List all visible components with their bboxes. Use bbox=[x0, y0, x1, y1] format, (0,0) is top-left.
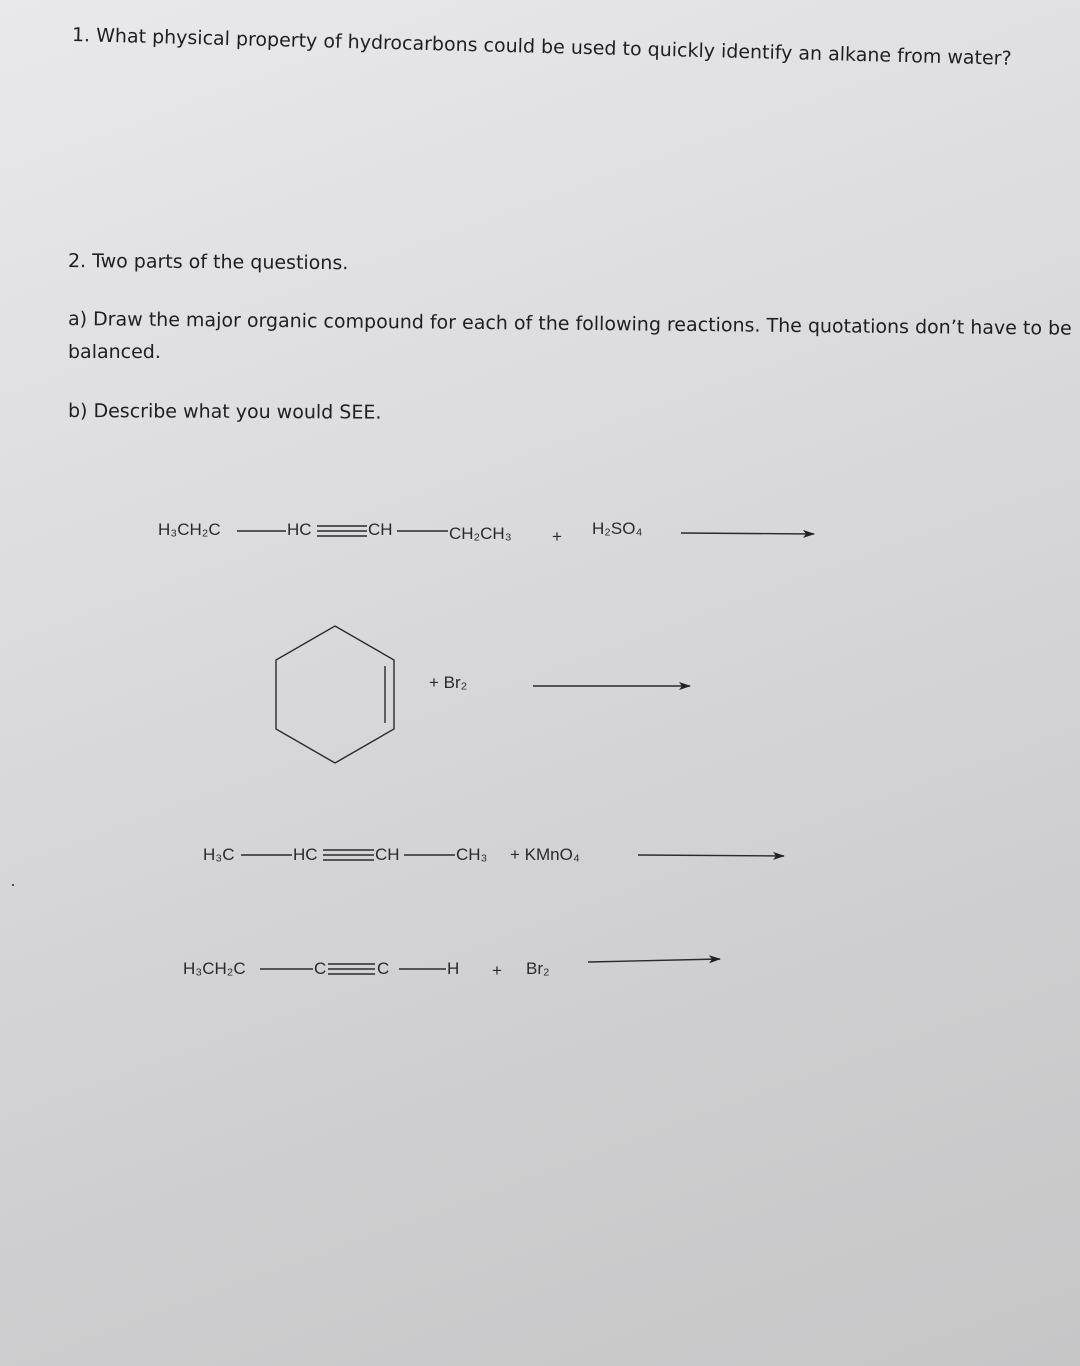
r4-plus: + bbox=[492, 961, 502, 980]
r3-plus-reagent: + KMnO₄ bbox=[510, 845, 580, 864]
r2-plus-reagent: + Br₂ bbox=[429, 673, 468, 692]
r1-group-4: CH₂CH₃ bbox=[449, 524, 512, 543]
r4-group-1: H₃CH₂C bbox=[183, 959, 246, 978]
r1-arrow bbox=[681, 533, 814, 534]
r3-arrow bbox=[638, 855, 784, 856]
r3-group-2: HC bbox=[293, 845, 318, 864]
question-2a-line1: a) Draw the major organic compound for each of the following reactions. The quotations don’t have to be bbox=[67, 308, 1072, 340]
r4-group-2: C bbox=[314, 959, 327, 978]
r1-triple-bond bbox=[317, 526, 367, 536]
r4-group-4: H bbox=[447, 959, 460, 978]
question-1: 1. What physical property of hydrocarbons could be used to quickly identify an alkane from water? bbox=[71, 24, 1012, 70]
question-2b: b) Describe what you would SEE. bbox=[67, 400, 382, 424]
r4-triple-bond bbox=[328, 964, 375, 974]
cyclohexene-ring bbox=[276, 626, 394, 763]
r1-plus: + bbox=[552, 527, 562, 546]
r1-group-3: CH bbox=[368, 520, 393, 539]
question-2a-line2: balanced. bbox=[68, 341, 161, 363]
r3-group-3: CH bbox=[375, 845, 400, 864]
r1-group-2: HC bbox=[287, 520, 312, 539]
r3-triple-bond bbox=[323, 850, 374, 860]
r4-arrow bbox=[588, 959, 720, 962]
r3-group-4: CH₃ bbox=[456, 845, 488, 864]
r4-reagent: Br₂ bbox=[526, 959, 550, 978]
question-2-heading: 2. Two parts of the questions. bbox=[67, 250, 349, 275]
r1-reagent: H₂SO₄ bbox=[592, 519, 643, 538]
r4-group-3: C bbox=[377, 959, 390, 978]
r1-group-1: H₃CH₂C bbox=[158, 520, 221, 539]
r3-group-1: H₃C bbox=[203, 845, 235, 864]
stray-mark bbox=[12, 884, 14, 886]
